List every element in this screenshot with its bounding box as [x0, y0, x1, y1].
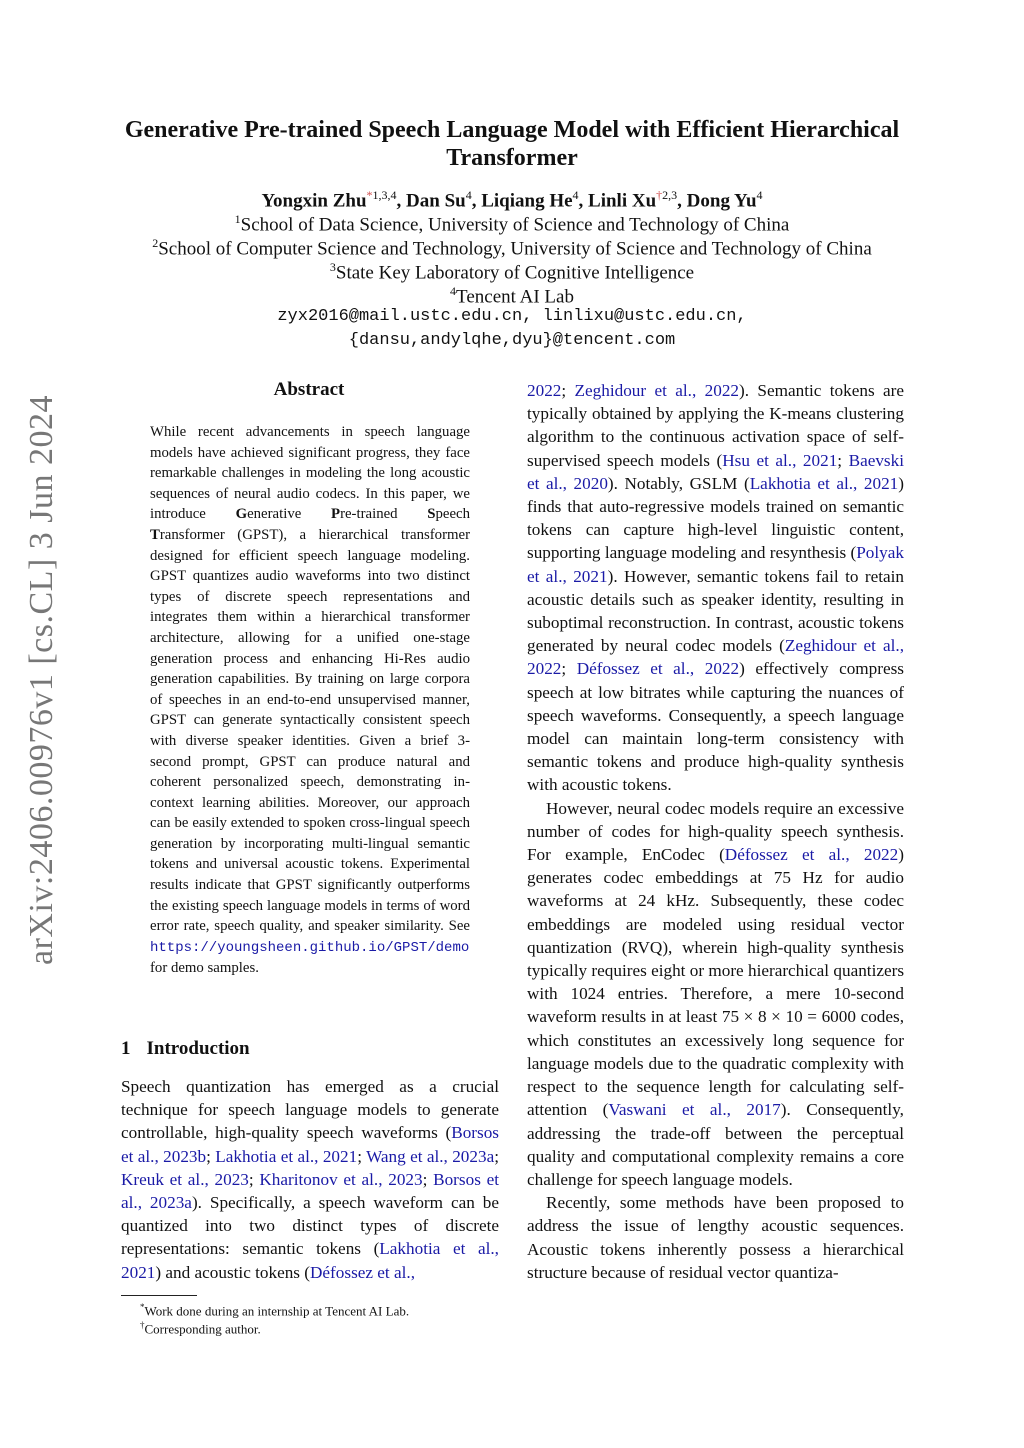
abstract-text: for demo samples.	[150, 960, 259, 977]
footnote-text: Work done during an internship at Tencent AI Lab.	[144, 1303, 410, 1319]
right-column	[527, 379, 904, 1284]
title-line-2: Transformer	[446, 145, 578, 171]
body-text: ). Semantic tokens are typically obtained by applying the K-means clustering algorithm to the continuous activation space of self-supervised speech models (	[527, 381, 904, 470]
acronym-letter: S	[427, 506, 436, 523]
acronym-letter: G	[235, 506, 248, 523]
arxiv-stamp-text: arXiv:2406.00976v1 [cs.CL] 3 Jun 2024	[23, 394, 61, 966]
citation-link[interactable]: Kreuk et al., 2023	[121, 1169, 249, 1189]
abstract-body	[150, 422, 470, 979]
author-affil: 1,3,4	[372, 188, 397, 202]
footnote	[121, 1316, 499, 1338]
abstract-text: enerative	[247, 506, 332, 523]
body-text: ) generates codec embeddings at 75 Hz for audio waveforms at 24 kHz. Subsequently, these codec embeddings are modeled using residual vector quantization (RVQ), wherein high-quality synthesis typically requires eight or more hierarchical quantizers with 1024 entries. Therefore, a mere 10-second waveform results in at least 75 × 8 × 10 = 6000 codes, which constitutes an excessively long sequence for language models due to the quadratic complexity with respect to the sequence length for calculating self-attention (	[527, 845, 905, 1120]
body-text: ;	[248, 1169, 260, 1189]
email-line-2[interactable]: {dansu,andylqhe,dyu}@tencent.com	[348, 331, 676, 350]
citation-link[interactable]: Hsu et al., 2021	[722, 450, 838, 470]
email-line-1[interactable]: zyx2016@mail.ustc.edu.cn, linlixu@ustc.edu.cn,	[277, 307, 747, 326]
citation-link[interactable]: Borsos et al., 2023b	[121, 1123, 499, 1166]
body-text: However, neural codec models require an excessive number of codes for high-quality speech synthesis. For example, EnCodec (	[527, 798, 904, 865]
author-name: Dan Su	[406, 190, 466, 212]
author-name: Dong Yu	[686, 190, 757, 212]
citation-link[interactable]: Polyak et al., 2021	[527, 543, 904, 586]
citation-link[interactable]: Kharitonov et al., 2023	[259, 1169, 423, 1189]
abstract-text: re-trained	[340, 506, 428, 523]
author-list: Yongxin Zhu$^{*1,3,4}$, Dan Su$^4$, Liqiang He$^4$, Linli Xu$^{\dagger 2,3}$, Dong Yu$^4$	[261, 188, 763, 212]
body-text: ;	[561, 659, 577, 679]
citation-link[interactable]: Défossez et al., 2022	[724, 845, 899, 865]
footnote-mark: †	[140, 1320, 145, 1330]
section-title: Introduction	[146, 1038, 250, 1059]
affiliation-text: Tencent AI Lab	[456, 286, 574, 308]
author-affil: 4	[465, 188, 472, 202]
affiliation-text: School of Computer Science and Technology, University of Science and Technology of China	[158, 238, 872, 260]
citation-link[interactable]: Vaswani et al., 2017	[608, 1100, 781, 1120]
footnote-divider	[121, 1295, 197, 1296]
body-text: ). Consequently, addressing the trade-off between the perceptual quality and computational complexity remains a core challenge for speech language models.	[527, 1100, 904, 1189]
affiliation-text: State Key Laboratory of Cognitive Intelligence	[335, 262, 695, 284]
citation-link[interactable]: Baevski et al., 2020	[527, 450, 904, 493]
title-line-1: Generative Pre-trained Speech Language Model with Efficient Hierarchical	[124, 117, 900, 143]
citation-link[interactable]: Zeghidour et al., 2022	[527, 636, 905, 679]
footnote-mark: *	[140, 1302, 145, 1312]
author-affil: 4	[572, 188, 579, 202]
author-affil: 4	[756, 188, 763, 202]
body-text: ). However, semantic tokens fail to retain acoustic details such as speaker identity, resulting in suboptimal reconstruction. In contrast, acoustic tokens generated by neural codec models (	[527, 566, 904, 656]
citation-link[interactable]: Lakhotia et al., 2021	[749, 473, 899, 493]
arxiv-stamp	[12, 300, 72, 1060]
citation-link[interactable]: Lakhotia et al., 2021	[215, 1146, 358, 1166]
body-text: ;	[206, 1146, 216, 1166]
author-marker: †	[656, 188, 663, 202]
section-heading-introduction	[121, 1038, 250, 1060]
citation-link[interactable]: Défossez et al.,	[310, 1262, 416, 1282]
citation-link[interactable]: Défossez et al., 2022	[576, 659, 740, 679]
paper-title	[100, 116, 924, 172]
citation-link[interactable]: 2022	[527, 381, 562, 400]
body-text: ;	[494, 1146, 500, 1166]
body-text: ). Specifically, a speech waveform can be quantized into two distinct types of discrete representations: semantic tokens (	[121, 1193, 499, 1259]
affiliation-number: 1	[234, 212, 241, 226]
body-text: Speech quantization has emerged as a crucial technique for speech language models to generate controllable, high-quality speech waveforms (	[121, 1077, 499, 1143]
citation-link[interactable]: Wang et al., 2023a	[366, 1146, 495, 1166]
body-text: ) finds that auto-regressive models trained on semantic tokens can capture high-level linguistic content, supporting language modeling and resynthesis (	[527, 473, 904, 563]
affiliation-number: 2	[152, 236, 159, 250]
acronym-letter: P	[331, 506, 341, 523]
affiliation-number: 4	[450, 284, 457, 298]
author-marker: *	[366, 188, 373, 202]
author-name: Liqiang He	[481, 190, 573, 212]
body-text: ). Notably, GSLM (	[607, 473, 750, 493]
section-number: 1	[121, 1038, 131, 1059]
citation-link[interactable]: Borsos et al., 2023a	[121, 1169, 500, 1213]
body-text: ;	[561, 381, 575, 400]
author-name: Yongxin Zhu	[261, 190, 367, 212]
abstract-text: peech	[435, 506, 470, 523]
body-text: ;	[357, 1146, 367, 1166]
abstract-text: ransformer (GPST), a hierarchical transformer designed for efficient speech language modeling. GPST quantizes audio waveforms into two distinct types of discrete speech representations and integrates them within a hierarchical transformer architecture, allowing for a unified one-stage generation process and enhancing Hi-Res audio generation capabilities. By training on large corpora of speeches in an end-to-end unsupervised manner, GPST can generate syntactically consistent speech with diverse speaker identities. Given a brief 3-second prompt, GPST can produce natural and coherent personalized speech, demonstrating in-context learning abilities. Moreover, our approach can be easily extended to spoken cross-lingual speech generation by incorporating multi-lingual semantic tokens and universal acoustic tokens. Experimental results indicate that GPST significantly outperforms the existing speech language models in terms of word error rate, speech quality, and speaker similarity. See	[150, 526, 470, 935]
author-name: Linli Xu	[588, 190, 657, 212]
abstract-text: While recent advancements in speech language models have achieved significant progress, they face remarkable challenges in modeling the long acoustic sequences of neural audio codecs. In this paper, we introduce	[150, 424, 470, 523]
body-text: ;	[837, 450, 849, 470]
affiliation-number: 3	[329, 260, 336, 274]
abstract-heading: Abstract	[273, 379, 345, 400]
body-text: ;	[422, 1169, 434, 1189]
citation-link[interactable]: Lakhotia et al., 2021	[121, 1239, 499, 1282]
intro-paragraph-1-cont	[527, 379, 904, 797]
footnote-text: Corresponding author.	[144, 1321, 261, 1337]
body-text: ) and acoustic tokens (	[155, 1262, 311, 1282]
affiliation-text: School of Data Science, University of Science and Technology of China	[240, 214, 790, 236]
intro-paragraph-2	[527, 797, 904, 1191]
body-text: ) effectively compress speech at low bitrates while capturing the nuances of speech waveforms. Consequently, a speech language model can maintain long-term consistency with semantic tokens and produce high-quality synthesis with acoustic tokens.	[527, 659, 904, 795]
demo-url-link[interactable]: https://youngsheen.github.io/GPST/demo	[150, 939, 470, 956]
citation-link[interactable]: Zeghidour et al., 2022	[574, 381, 740, 400]
intro-paragraph-3: Recently, some methods have been proposed to address the issue of lengthy acoustic sequences. Acoustic tokens inherently possess a hierarchical structure because of residual vector quantiza-	[527, 1193, 904, 1282]
acronym-letter: T	[150, 526, 160, 543]
intro-paragraph-1	[121, 1075, 499, 1284]
author-affil: 2,3	[662, 188, 678, 202]
